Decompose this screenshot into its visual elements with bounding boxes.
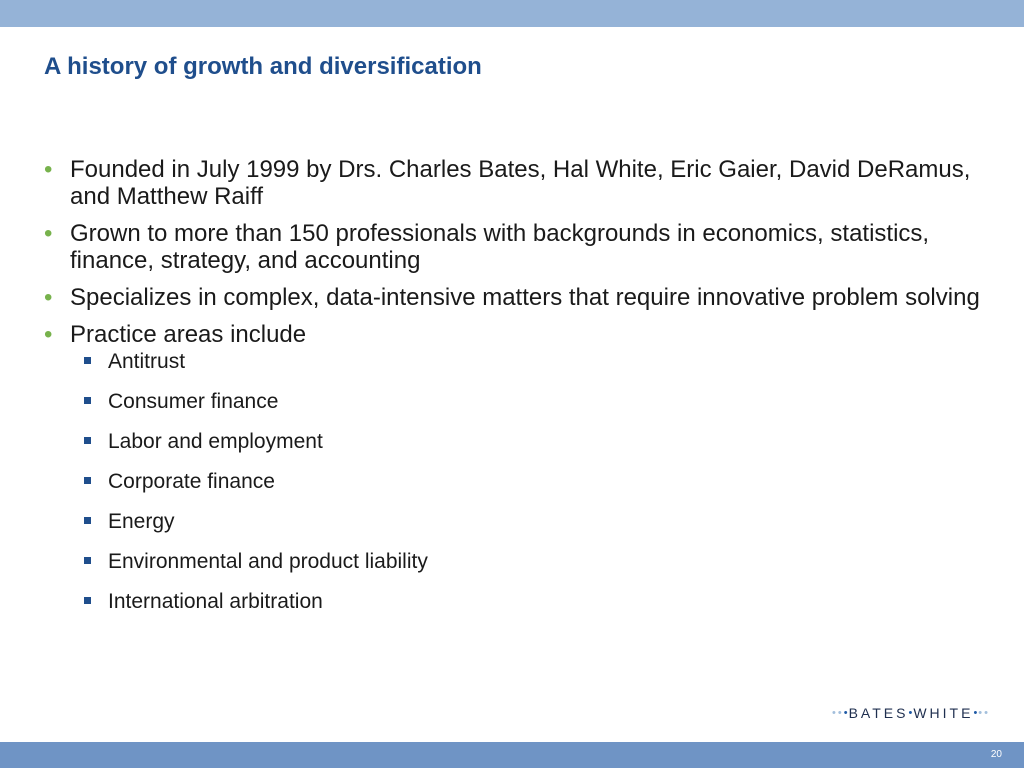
blue-square-icon — [84, 357, 91, 364]
blue-square-icon — [84, 597, 91, 604]
logo-dots-left: •• — [832, 707, 844, 719]
top-band — [0, 0, 1024, 27]
practice-area-item — [70, 510, 984, 534]
blue-square-icon — [84, 397, 91, 404]
practice-area-item — [70, 590, 984, 614]
bullet-item — [44, 284, 984, 311]
green-dot-icon: • — [44, 156, 53, 183]
bullet-list — [44, 156, 984, 630]
logo-word-white: WHITE — [913, 705, 974, 721]
practice-area-label: Consumer finance — [108, 390, 279, 413]
practice-area-item — [70, 350, 984, 374]
green-dot-icon: • — [44, 284, 53, 311]
logo-dot: • — [843, 707, 849, 719]
page-number: 20 — [990, 749, 1002, 760]
bullet-text: Practice areas include — [70, 321, 307, 348]
blue-square-icon — [84, 517, 91, 524]
practice-area-label: Corporate finance — [108, 470, 275, 493]
slide-title: A history of growth and diversification — [44, 53, 482, 80]
practice-area-label: International arbitration — [108, 590, 323, 613]
practice-area-label: Environmental and product liability — [108, 550, 428, 573]
practice-area-item — [70, 550, 984, 574]
blue-square-icon — [84, 437, 91, 444]
practice-area-label: Labor and employment — [108, 430, 323, 453]
logo-dot: • — [908, 707, 914, 719]
bullet-text: Specializes in complex, data-intensive matters that require innovative problem solving — [70, 284, 980, 311]
green-dot-icon: • — [44, 220, 53, 247]
bates-white-logo — [832, 704, 990, 722]
practice-areas-list — [70, 350, 984, 614]
logo-dot: • — [973, 707, 979, 719]
practice-area-label: Energy — [108, 510, 175, 533]
practice-area-item — [70, 390, 984, 414]
green-dot-icon: • — [44, 321, 53, 348]
blue-square-icon — [84, 477, 91, 484]
bottom-band — [0, 742, 1024, 768]
bullet-item — [44, 156, 984, 210]
bullet-text: Founded in July 1999 by Drs. Charles Bates, Hal White, Eric Gaier, David DeRamus, and Matthew Raiff — [70, 156, 971, 210]
logo-dots-right: •• — [978, 707, 990, 719]
logo-word-bates: BATES — [848, 705, 909, 721]
blue-square-icon — [84, 557, 91, 564]
practice-area-item — [70, 470, 984, 494]
bullet-item — [44, 321, 984, 614]
bullet-text: Grown to more than 150 professionals with backgrounds in economics, statistics, finance, strategy, and accounting — [70, 220, 930, 274]
bullet-item — [44, 220, 984, 274]
practice-area-item — [70, 430, 984, 454]
practice-area-label: Antitrust — [108, 350, 186, 373]
